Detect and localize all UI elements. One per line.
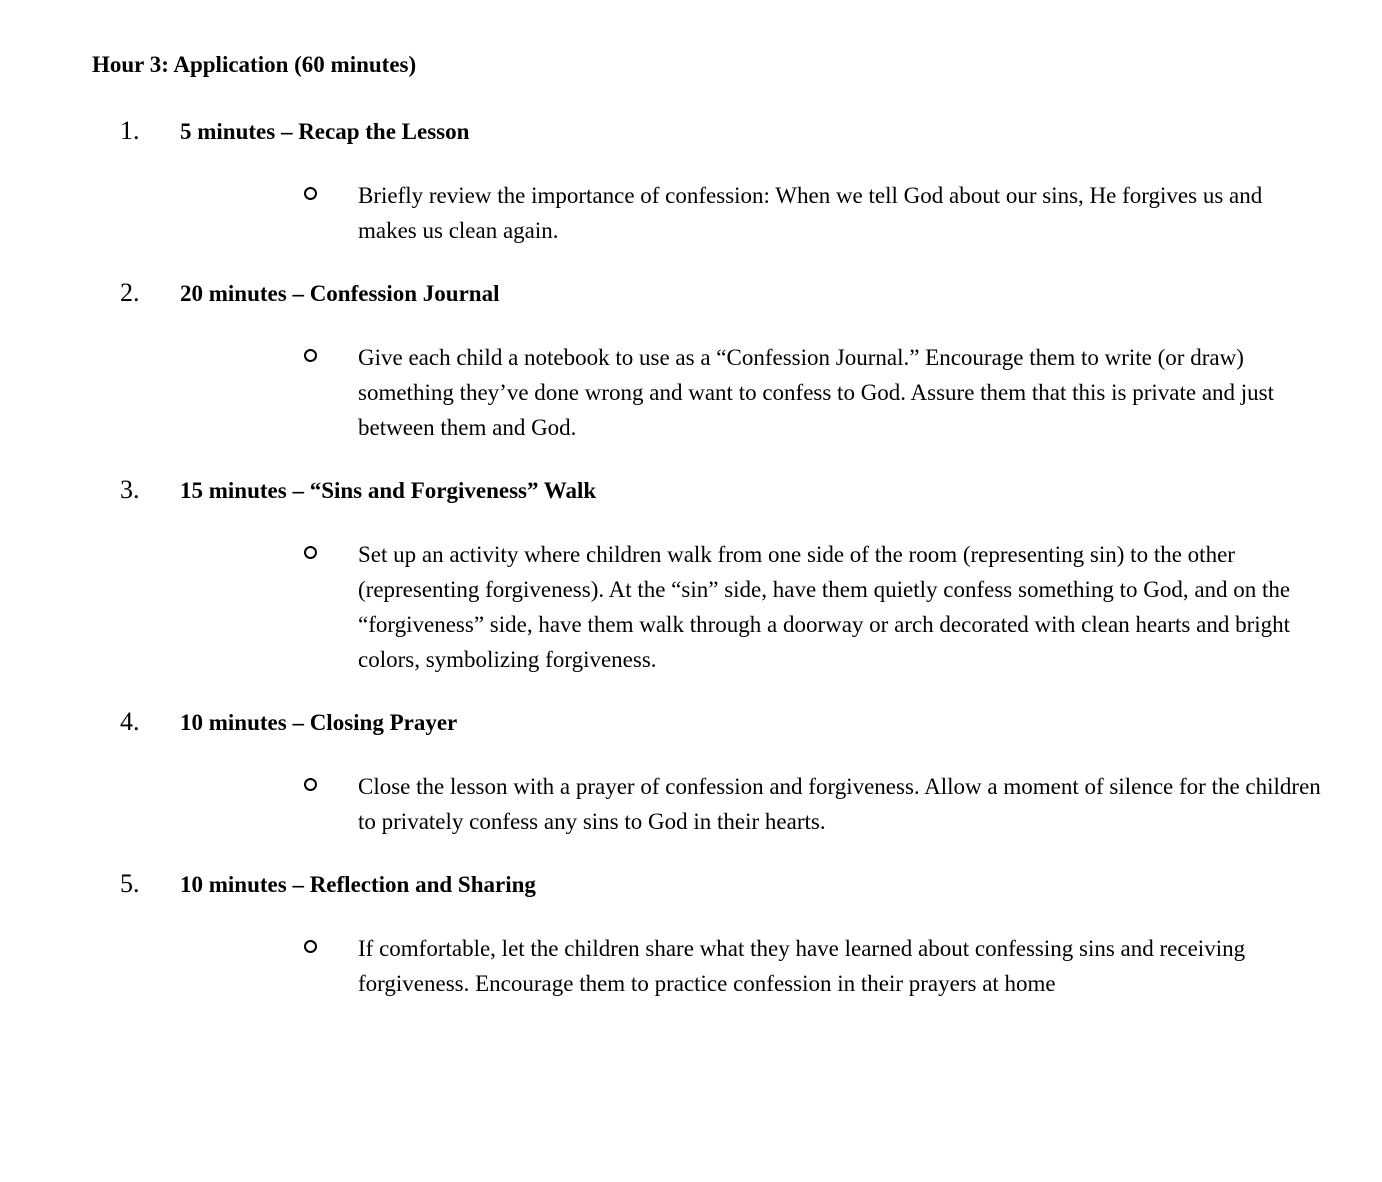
bullet-row — [304, 931, 1322, 1001]
bullet-row — [304, 537, 1322, 677]
circle-bullet-icon — [304, 187, 317, 200]
circle-bullet-icon — [304, 778, 317, 791]
circle-bullet-icon — [304, 546, 317, 559]
bullet-text: Set up an activity where children walk from one side of the room (representing sin) to the other (representing forgiveness). At the “sin” side, have them quietly confess something to God, and on the “forgiveness” side, have them walk through a doorway or arch decorated with clean hearts and bright colors, symbolizing forgiveness. — [358, 542, 1291, 672]
bullet-text: Close the lesson with a prayer of confession and forgiveness. Allow a moment of silence for the children to privately confess any sins to God in their hearts. — [358, 774, 1321, 834]
item-number: 1. — [120, 116, 140, 145]
item-heading: 5 minutes – Recap the Lesson — [180, 119, 470, 144]
list-item — [92, 869, 1322, 1001]
item-number: 2. — [120, 278, 140, 307]
item-heading-row — [92, 116, 1322, 146]
bullet-text: If comfortable, let the children share what they have learned about confessing sins and receiving forgiveness. Encourage them to practice confession in their prayers at home — [358, 936, 1246, 996]
item-heading-row — [92, 278, 1322, 308]
item-number: 3. — [120, 475, 140, 504]
list-item — [92, 475, 1322, 677]
circle-bullet-icon — [304, 940, 317, 953]
list-item — [92, 116, 1322, 248]
bullet-row — [304, 769, 1322, 839]
list-item — [92, 278, 1322, 445]
bullet-row — [304, 340, 1322, 445]
item-heading: 20 minutes – Confession Journal — [180, 281, 500, 306]
item-number: 4. — [120, 707, 140, 736]
bullet-row — [304, 178, 1322, 248]
item-heading: 15 minutes – “Sins and Forgiveness” Walk — [180, 478, 597, 503]
item-heading-row — [92, 869, 1322, 899]
item-heading-row — [92, 475, 1322, 505]
bullet-text: Give each child a notebook to use as a “Confession Journal.” Encourage them to write (or draw) something they’ve done wrong and want to confess to God. Assure them that this is private and just between them and God. — [358, 345, 1275, 440]
document-title: Hour 3: Application (60 minutes) — [92, 52, 417, 77]
item-heading-row — [92, 707, 1322, 737]
item-number: 5. — [120, 869, 140, 898]
list-item — [92, 707, 1322, 839]
item-heading: 10 minutes – Reflection and Sharing — [180, 872, 536, 897]
circle-bullet-icon — [304, 349, 317, 362]
bullet-text: Briefly review the importance of confession: When we tell God about our sins, He forgives us and makes us clean again. — [358, 183, 1263, 243]
item-heading: 10 minutes – Closing Prayer — [180, 710, 458, 735]
